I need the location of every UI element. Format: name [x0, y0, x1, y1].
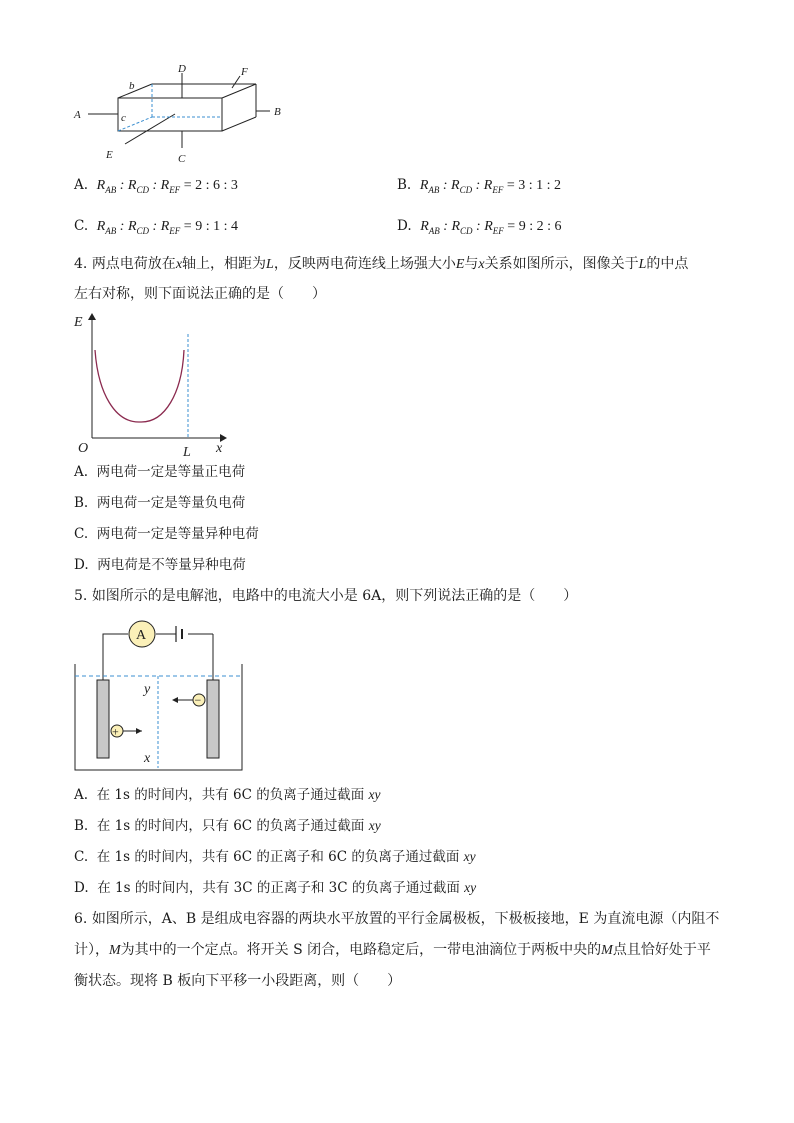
q3-option-b: B. $R_{AB}$ : $R_{CD}$ : $R_{EF} = 3$ : 1 : 2 — [397, 177, 562, 195]
label-c: c — [121, 112, 126, 124]
field-strength-graph — [70, 308, 240, 458]
label-B: B — [274, 106, 281, 118]
right-arrow-icon — [136, 728, 142, 734]
origin-label: O — [78, 441, 89, 456]
q4-option-d: D. 两电荷是不等量异种电荷 — [74, 557, 246, 573]
label-F: F — [241, 66, 248, 78]
axis-label-x: x — [216, 441, 223, 456]
axis-label-e: E — [74, 315, 83, 330]
right-electrode — [207, 680, 219, 758]
ammeter-label: A — [136, 628, 147, 643]
q5-option-c: C. 在 1s 的时间内，共有 6C 的正离子和 6C 的负离子通过截面 xy — [74, 849, 476, 865]
svg-text:+: + — [112, 724, 119, 739]
q6-stem-line3: 衡状态。现将 B 板向下平移一小段距离，则（ ） — [74, 973, 402, 989]
electrolytic-cell-figure — [70, 618, 250, 774]
svg-text:−: − — [194, 693, 202, 707]
q3-option-d: D. $R_{AB}$ : $R_{CD}$ : $R_{EF} = 9$ : 2 : 6 — [397, 218, 562, 236]
label-D: D — [178, 63, 186, 75]
left-arrow-icon — [172, 697, 178, 703]
q5-option-a: A. 在 1s 的时间内，共有 6C 的负离子通过截面 xy — [74, 787, 381, 803]
label-x: x — [144, 751, 151, 766]
q5-stem: 5. 如图所示的是电解池，电路中的电流大小是 6A，则下列说法正确的是（ ） — [74, 588, 578, 604]
q3-ratio-c: 9 : 1 : 4 — [195, 219, 238, 234]
q3-option-c: C. $R_{AB}$ : $R_{CD}$ : $R_{EF} = 9$ : 1 : 4 — [74, 218, 238, 236]
q6-stem-line2: 计），M为其中的一个定点。将开关 S 闭合，电路稳定后，一带电油滴位于两板中央的M点且恰好处于平 — [74, 942, 711, 958]
q3-ratio-a: 2 : 6 : 3 — [195, 178, 238, 193]
q4-stem-line2: 左右对称，则下面说法正确的是（ ） — [74, 286, 326, 302]
label-A: A — [74, 109, 81, 121]
q5-option-b: B. 在 1s 的时间内，只有 6C 的负离子通过截面 xy — [74, 818, 381, 834]
q3-ratio-d: 9 : 2 : 6 — [518, 219, 562, 234]
q4-option-c: C. 两电荷一定是等量异种电荷 — [74, 526, 259, 542]
q6-stem-line1: 6. 如图所示，A、B 是组成电容器的两块水平放置的平行金属极板，下极板接地，E 为直流电源（内阻不 — [74, 911, 720, 927]
q3-ratio-b: 3 : 1 : 2 — [518, 178, 562, 193]
q5-option-d: D. 在 1s 的时间内，共有 3C 的正离子和 3C 的负离子通过截面 xy — [74, 880, 477, 896]
q3-option-a: A. $R_{AB}$ : $R_{CD}$ : $R_{EF} = 2$ : 6 : 3 — [74, 177, 238, 195]
label-C: C — [178, 153, 186, 165]
resistor-block-figure — [70, 58, 300, 168]
label-b: b — [129, 80, 135, 92]
q4-stem-line1: 4. 两点电荷放在x轴上，相距为L，反映两电荷连线上场强大小E与x关系如图所示，图像关于L的中点 — [74, 256, 689, 272]
q4-option-a: A. 两电荷一定是等量正电荷 — [74, 464, 246, 480]
label-y: y — [144, 682, 151, 697]
e-curve — [95, 350, 184, 422]
label-E: E — [106, 149, 113, 161]
q4-option-b: B. 两电荷一定是等量负电荷 — [74, 495, 246, 511]
mark-label-l: L — [183, 445, 191, 458]
left-electrode — [97, 680, 109, 758]
